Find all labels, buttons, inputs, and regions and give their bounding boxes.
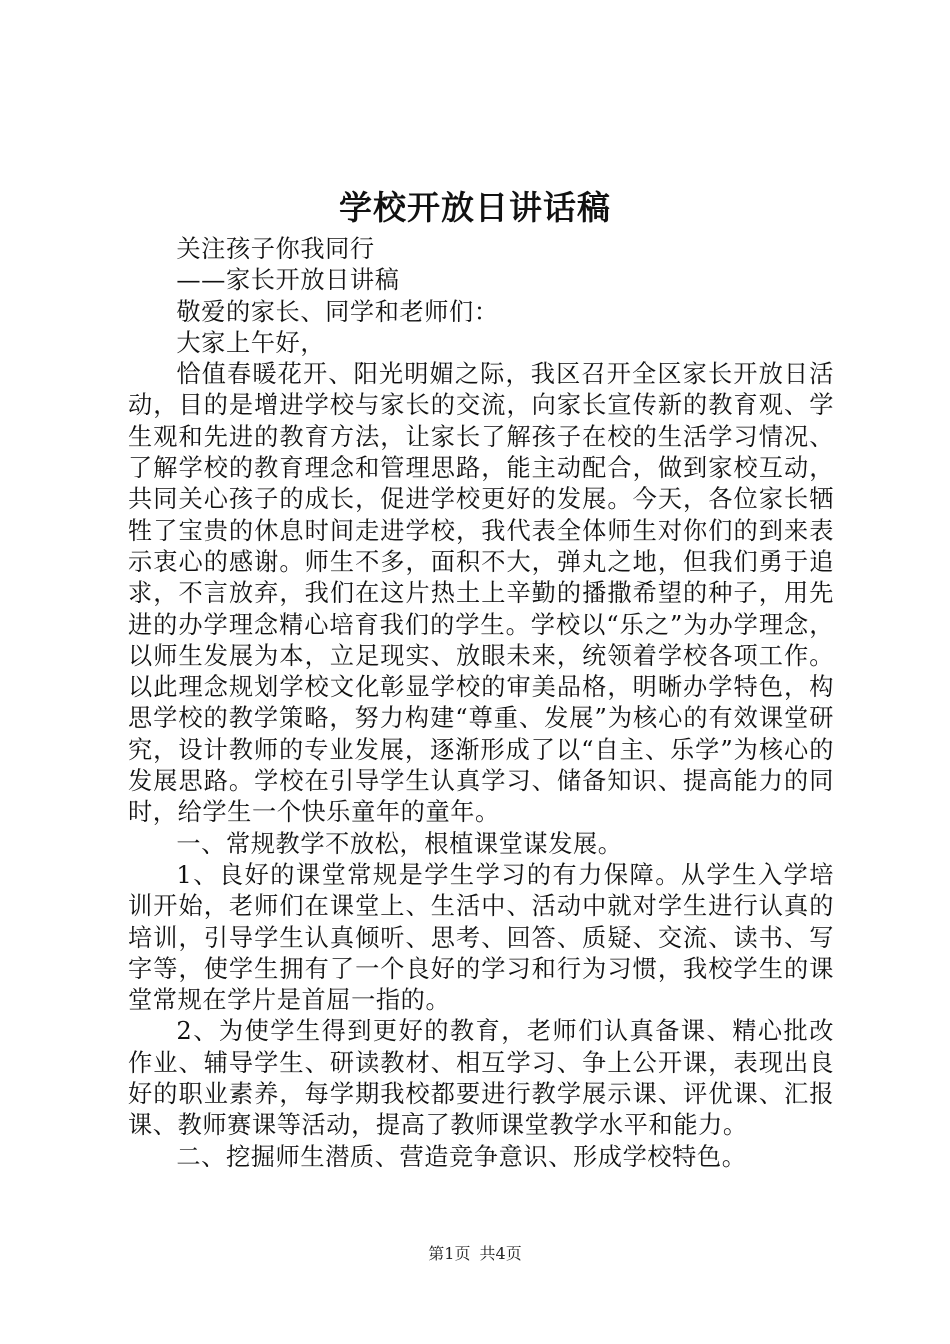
document-body <box>128 234 834 1173</box>
body-paragraph-1-1: 1、良好的课堂常规是学生学习的有力保障。从学生入学培训开始，老师们在课堂上、生活中、活动中就对学生进行认真的培训，引导学生认真倾听、思考、回答、质疑、交流、读书、写字等，使学生拥有了一个良好的学习和行为习惯，我校学生的课堂常规在学片是首屈一指的。 <box>128 860 834 1015</box>
body-paragraph-intro: 恰值春暖花开、阳光明媚之际，我区召开全区家长开放日活动，目的是增进学校与家长的交流，向家长宣传新的教育观、学生观和先进的教育方法，让家长了解孩子在校的生活学习情况、了解学校的教育理念和管理思路，能主动配合，做到家校互动，共同关心孩子的成长，促进学校更好的发展。今天，各位家长牺牲了宝贵的休息时间走进学校，我代表全体师生对你们的到来表示衷心的感谢。师生不多，面积不大，弹丸之地，但我们勇于追求，不言放弃，我们在这片热土上辛勤的播撒希望的种子，用先进的办学理念精心培育我们的学生。学校以“乐之”为办学理念，以师生发展为本，立足现实、放眼未来，统领着学校各项工作。以此理念规划学校文化彰显学校的审美品格，明晰办学特色，构思学校的教学策略，努力构建“尊重、发展”为核心的有效课堂研究，设计教师的专业发展，逐渐形成了以“自主、乐学”为核心的发展思路。学校在引导学生认真学习、储备知识、提高能力的同时，给学生一个快乐童年的童年。 <box>128 360 834 827</box>
body-paragraph-1-2: 2、为使学生得到更好的教育，老师们认真备课、精心批改作业、辅导学生、研读教材、相互学习、争上公开课，表现出良好的职业素养，每学期我校都要进行教学展示课、评优课、汇报课、教师赛课等活动，提高了教师课堂教学水平和能力。 <box>128 1017 834 1140</box>
page-footer <box>0 1242 950 1266</box>
subtitle-line: 关注孩子你我同行 <box>176 235 375 263</box>
subtitle-dash-line: ——家长开放日讲稿 <box>176 266 400 295</box>
page-number: 第1页 <box>428 1244 471 1263</box>
section-heading-2: 二、挖掘师生潜质、营造竞争意识、形成学校特色。 <box>176 1142 747 1171</box>
document-title: 学校开放日讲话稿 <box>339 188 611 227</box>
greeting: 大家上午好， <box>176 328 326 357</box>
page-total: 共4页 <box>479 1244 522 1263</box>
section-heading-1: 一、常规教学不放松，根植课堂谋发展。 <box>176 829 623 858</box>
salutation: 敬爱的家长、同学和老师们： <box>176 297 499 326</box>
